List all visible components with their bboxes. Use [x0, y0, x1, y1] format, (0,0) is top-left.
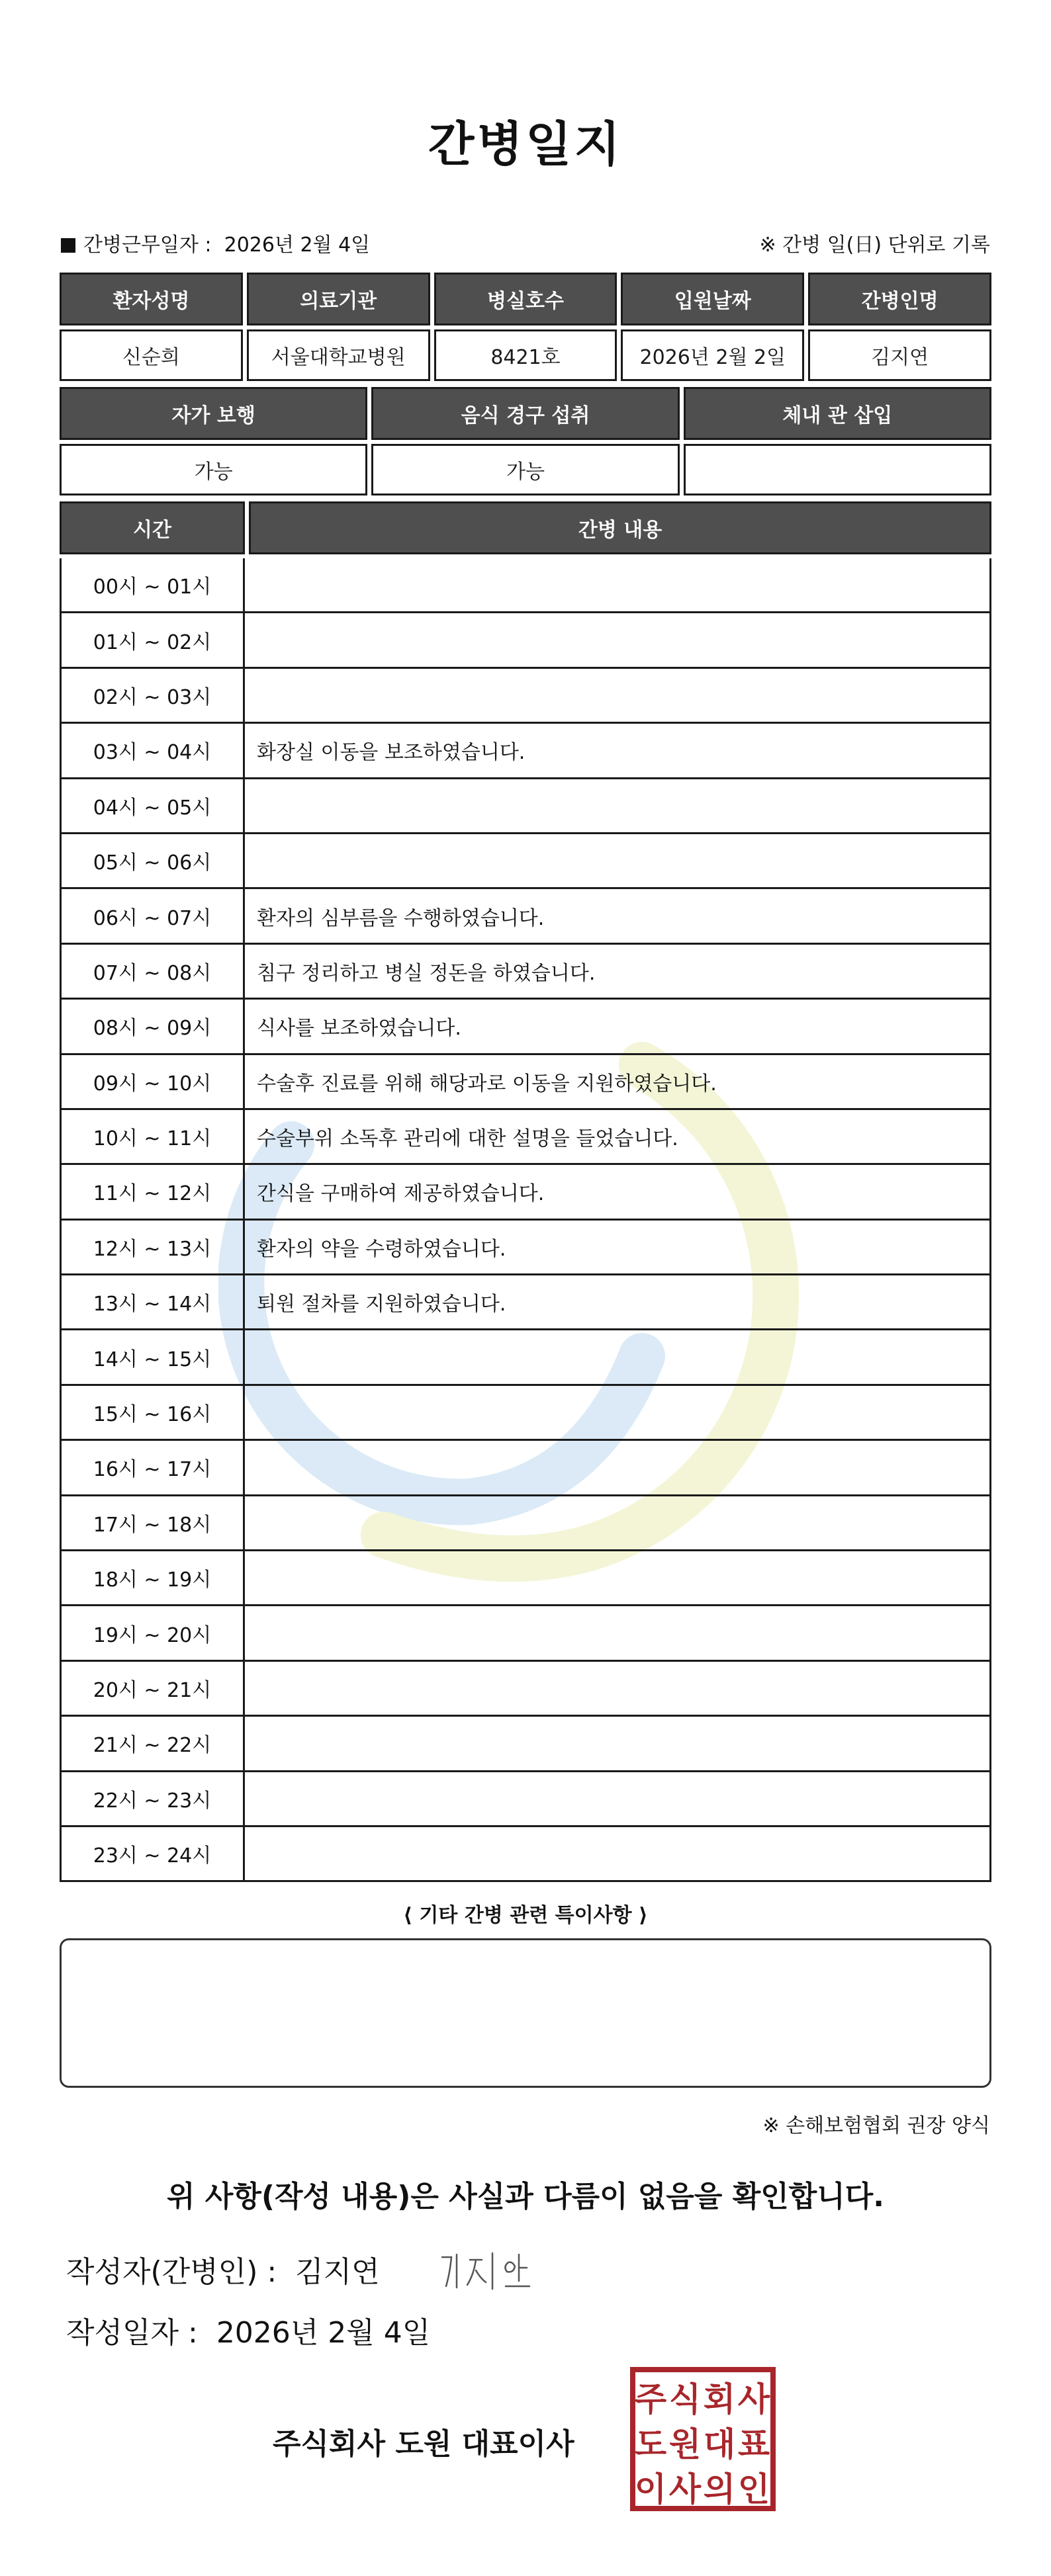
care-content-cell	[245, 1827, 991, 1882]
care-content-cell: 간식을 구매하여 제공하였습니다.	[245, 1165, 991, 1220]
time-cell: 18시 ~ 19시	[60, 1551, 245, 1606]
extra-notes-title: ⟨ 기타 간병 관련 특이사항 ⟩	[403, 1904, 648, 1927]
table-row	[60, 1110, 991, 1165]
table-row	[60, 558, 991, 613]
care-content-cell	[245, 834, 991, 889]
table-row	[60, 724, 991, 779]
seal-character: 이	[634, 2470, 667, 2509]
seal-character: 사	[737, 2380, 770, 2419]
seal-character: 도	[634, 2425, 667, 2464]
time-cell: 23시 ~ 24시	[60, 1827, 245, 1882]
time-cell: 13시 ~ 14시	[60, 1275, 245, 1330]
table-row	[60, 1386, 991, 1441]
table-row	[60, 1055, 991, 1110]
care-content-cell	[245, 1606, 991, 1661]
extra-notes-box	[60, 1938, 991, 2088]
care-content-cell	[245, 558, 991, 613]
time-cell: 01시 ~ 02시	[60, 613, 245, 668]
page-title: 간병일지	[428, 116, 623, 172]
table-row	[60, 613, 991, 668]
table-row	[60, 1000, 991, 1054]
seal-character: 표	[737, 2425, 770, 2464]
care-content-cell	[245, 1386, 991, 1441]
time-cell: 16시 ~ 17시	[60, 1441, 245, 1496]
header-oral-intake: 음식 경구 섭취	[371, 387, 679, 440]
tube-insertion-value	[684, 444, 991, 495]
patient-info-table	[60, 273, 991, 381]
seal-character: 원	[668, 2425, 702, 2464]
time-cell: 14시 ~ 15시	[60, 1330, 245, 1385]
seal-character: 대	[703, 2425, 736, 2464]
oral-intake-value: 가능	[371, 444, 679, 495]
care-content-cell: 환자의 심부름을 수행하였습니다.	[245, 889, 991, 944]
company-seal-stamp	[629, 2366, 777, 2512]
care-content-cell	[245, 1441, 991, 1496]
time-cell: 12시 ~ 13시	[60, 1221, 245, 1275]
handwritten-signature	[437, 2243, 549, 2296]
time-cell: 05시 ~ 06시	[60, 834, 245, 889]
confirmation-statement: 위 사항(작성 내용)은 사실과 다름이 없음을 확인합니다.	[167, 2180, 884, 2213]
care-content-cell	[245, 1772, 991, 1827]
care-log-rows	[60, 554, 991, 1882]
recommend-form-note: ※ 손해보험협회 권장 양식	[762, 2114, 990, 2137]
table-row	[60, 889, 991, 944]
header-room: 병실호수	[434, 273, 617, 325]
time-cell: 21시 ~ 22시	[60, 1717, 245, 1772]
table-row	[60, 1441, 991, 1496]
table-row	[60, 1827, 991, 1882]
care-content-cell	[245, 1496, 991, 1551]
table-row	[60, 1662, 991, 1717]
care-content-cell: 환자의 약을 수령하였습니다.	[245, 1221, 991, 1275]
time-cell: 06시 ~ 07시	[60, 889, 245, 944]
time-cell: 09시 ~ 10시	[60, 1055, 245, 1110]
written-date-line	[66, 2309, 430, 2351]
time-cell: 04시 ~ 05시	[60, 779, 245, 834]
care-content-cell: 수술부위 소독후 관리에 대한 설명을 들었습니다.	[245, 1110, 991, 1165]
seal-character: 사	[668, 2470, 702, 2509]
company-representative: 주식회사 도원 대표이사	[273, 2427, 574, 2461]
written-date-value: 2026년 2월 4일	[216, 2316, 431, 2350]
time-cell: 08시 ~ 09시	[60, 1000, 245, 1054]
time-cell: 15시 ~ 16시	[60, 1386, 245, 1441]
seal-character: 의	[703, 2470, 736, 2509]
header-care-content: 간병 내용	[249, 501, 991, 554]
table-row	[60, 1551, 991, 1606]
care-content-cell: 화장실 이동을 보조하였습니다.	[245, 724, 991, 779]
care-log-table	[60, 501, 991, 1882]
table-row	[60, 1221, 991, 1275]
caregiver-name: 김지연	[808, 329, 991, 381]
care-content-cell	[245, 1330, 991, 1385]
care-content-cell	[245, 1717, 991, 1772]
work-date-value: 2026년 2월 4일	[224, 234, 371, 257]
table-row	[60, 1717, 991, 1772]
table-row	[60, 834, 991, 889]
work-date-label: 간병근무일자 :	[83, 234, 212, 257]
time-cell: 17시 ~ 18시	[60, 1496, 245, 1551]
seal-character: 식	[668, 2380, 702, 2419]
time-cell: 02시 ~ 03시	[60, 669, 245, 724]
table-row	[60, 669, 991, 724]
header-admission-date: 입원날짜	[621, 273, 804, 325]
table-row	[60, 945, 991, 1000]
header-patient-name: 환자성명	[60, 273, 243, 325]
patient-name: 신순희	[60, 329, 243, 381]
header-self-walking: 자가 보행	[60, 387, 367, 440]
care-content-cell	[245, 669, 991, 724]
time-cell: 10시 ~ 11시	[60, 1110, 245, 1165]
seal-character: 회	[703, 2380, 736, 2419]
work-date-line	[61, 228, 370, 257]
header-tube-insertion: 체내 관 삽입	[684, 387, 991, 440]
care-content-cell: 퇴원 절차를 지원하였습니다.	[245, 1275, 991, 1330]
time-cell: 03시 ~ 04시	[60, 724, 245, 779]
admission-date: 2026년 2월 2일	[621, 329, 804, 381]
care-content-cell	[245, 779, 991, 834]
table-row	[60, 1606, 991, 1661]
care-content-cell	[245, 613, 991, 668]
header-time: 시간	[60, 501, 245, 554]
seal-character: 주	[634, 2380, 667, 2419]
time-cell: 20시 ~ 21시	[60, 1662, 245, 1717]
time-cell: 07시 ~ 08시	[60, 945, 245, 1000]
time-cell: 19시 ~ 20시	[60, 1606, 245, 1661]
care-content-cell	[245, 1551, 991, 1606]
header-hospital: 의료기관	[247, 273, 430, 325]
time-cell: 11시 ~ 12시	[60, 1165, 245, 1220]
care-log-header	[60, 501, 991, 554]
time-cell: 00시 ~ 01시	[60, 558, 245, 613]
square-bullet-icon	[61, 238, 75, 253]
care-content-cell: 침구 정리하고 병실 정돈을 하였습니다.	[245, 945, 991, 1000]
writer-label: 작성자(간병인) :	[66, 2255, 277, 2289]
header-caregiver: 간병인명	[808, 273, 991, 325]
care-content-cell: 수술후 진료를 위해 해당과로 이동을 지원하였습니다.	[245, 1055, 991, 1110]
writer-line	[66, 2248, 380, 2290]
care-content-cell: 식사를 보조하였습니다.	[245, 1000, 991, 1054]
seal-character: 인	[737, 2470, 770, 2509]
record-unit-note: ※ 간병 일(日) 단위로 기록	[759, 234, 990, 257]
table-row	[60, 1496, 991, 1551]
hospital-name: 서울대학교병원	[247, 329, 430, 381]
writer-name: 김지연	[295, 2255, 380, 2289]
time-cell: 22시 ~ 23시	[60, 1772, 245, 1827]
room-number: 8421호	[434, 329, 617, 381]
self-walking-value: 가능	[60, 444, 367, 495]
table-row	[60, 1165, 991, 1220]
table-row	[60, 1772, 991, 1827]
ability-table	[60, 387, 991, 495]
table-row	[60, 1330, 991, 1385]
table-row	[60, 779, 991, 834]
care-content-cell	[245, 1662, 991, 1717]
table-row	[60, 1275, 991, 1330]
written-date-label: 작성일자 :	[66, 2316, 198, 2350]
